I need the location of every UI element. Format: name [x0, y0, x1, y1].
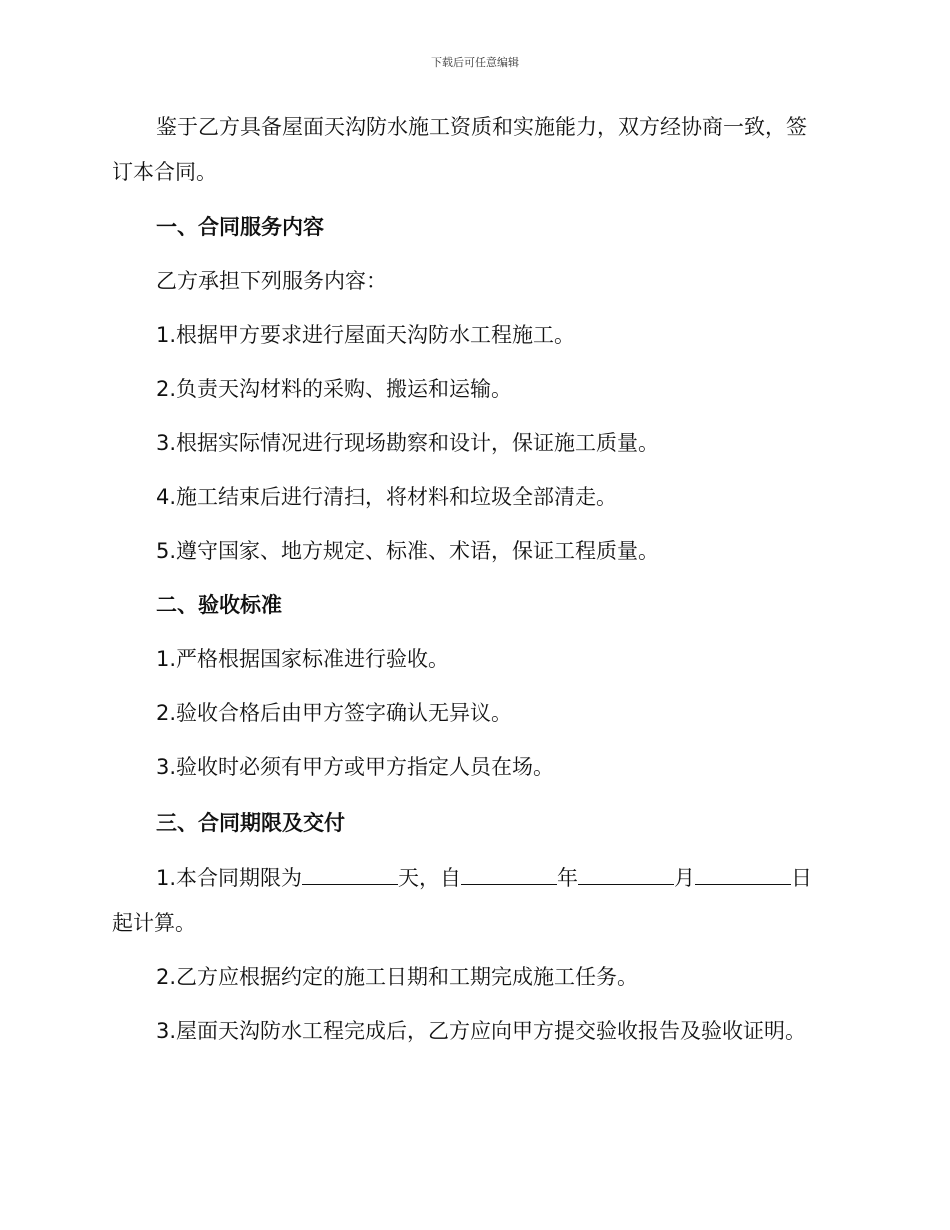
intro-line-2: 订本合同。	[112, 160, 217, 184]
section-1-item-3: 3.根据实际情况进行现场勘察和设计，保证施工质量。	[156, 431, 660, 455]
section-2-item-3: 3.验收时必须有甲方或甲方指定人员在场。	[156, 755, 555, 779]
term-unit-year: 年	[557, 866, 579, 890]
date-blank-field[interactable]	[695, 862, 791, 885]
section-1-item-5: 5.遵守国家、地方规定、标准、术语，保证工程质量。	[156, 539, 660, 563]
section-1-title: 一、合同服务内容	[156, 215, 324, 239]
term-unit-day: 天，自	[398, 866, 462, 890]
section-1-lead: 乙方承担下列服务内容：	[156, 269, 387, 293]
section-1-item-2: 2.负责天沟材料的采购、搬运和运输。	[156, 377, 513, 401]
section-1-item-1: 1.根据甲方要求进行屋面天沟防水工程施工。	[156, 323, 576, 347]
section-1-item-4: 4.施工结束后进行清扫，将材料和垃圾全部清走。	[156, 485, 618, 509]
year-blank-field[interactable]	[461, 862, 557, 885]
section-2-item-2: 2.验收合格后由甲方签字确认无异议。	[156, 701, 513, 725]
intro-line-1: 鉴于乙方具备屋面天沟防水施工资质和实施能力，双方经协商一致，签	[156, 115, 807, 139]
month-blank-field[interactable]	[578, 862, 674, 885]
section-2-item-1: 1.严格根据国家标准进行验收。	[156, 647, 450, 671]
term-unit-date: 日	[791, 866, 813, 890]
days-blank-field[interactable]	[302, 862, 398, 885]
term-prefix: 1.本合同期限为	[156, 866, 303, 890]
section-3-title: 三、合同期限及交付	[156, 811, 345, 835]
section-3-item-2: 2.乙方应根据约定的施工日期和工期完成施工任务。	[156, 965, 639, 989]
section-3-item-3: 3.屋面天沟防水工程完成后，乙方应向甲方提交验收报告及验收证明。	[156, 1019, 807, 1043]
page-header: 下载后可任意编辑	[431, 56, 519, 69]
term-unit-month: 月	[674, 866, 696, 890]
section-2-title: 二、验收标准	[156, 593, 282, 617]
section-3-item-1	[112, 862, 812, 893]
section-3-item-1-continuation: 起计算。	[112, 911, 196, 935]
